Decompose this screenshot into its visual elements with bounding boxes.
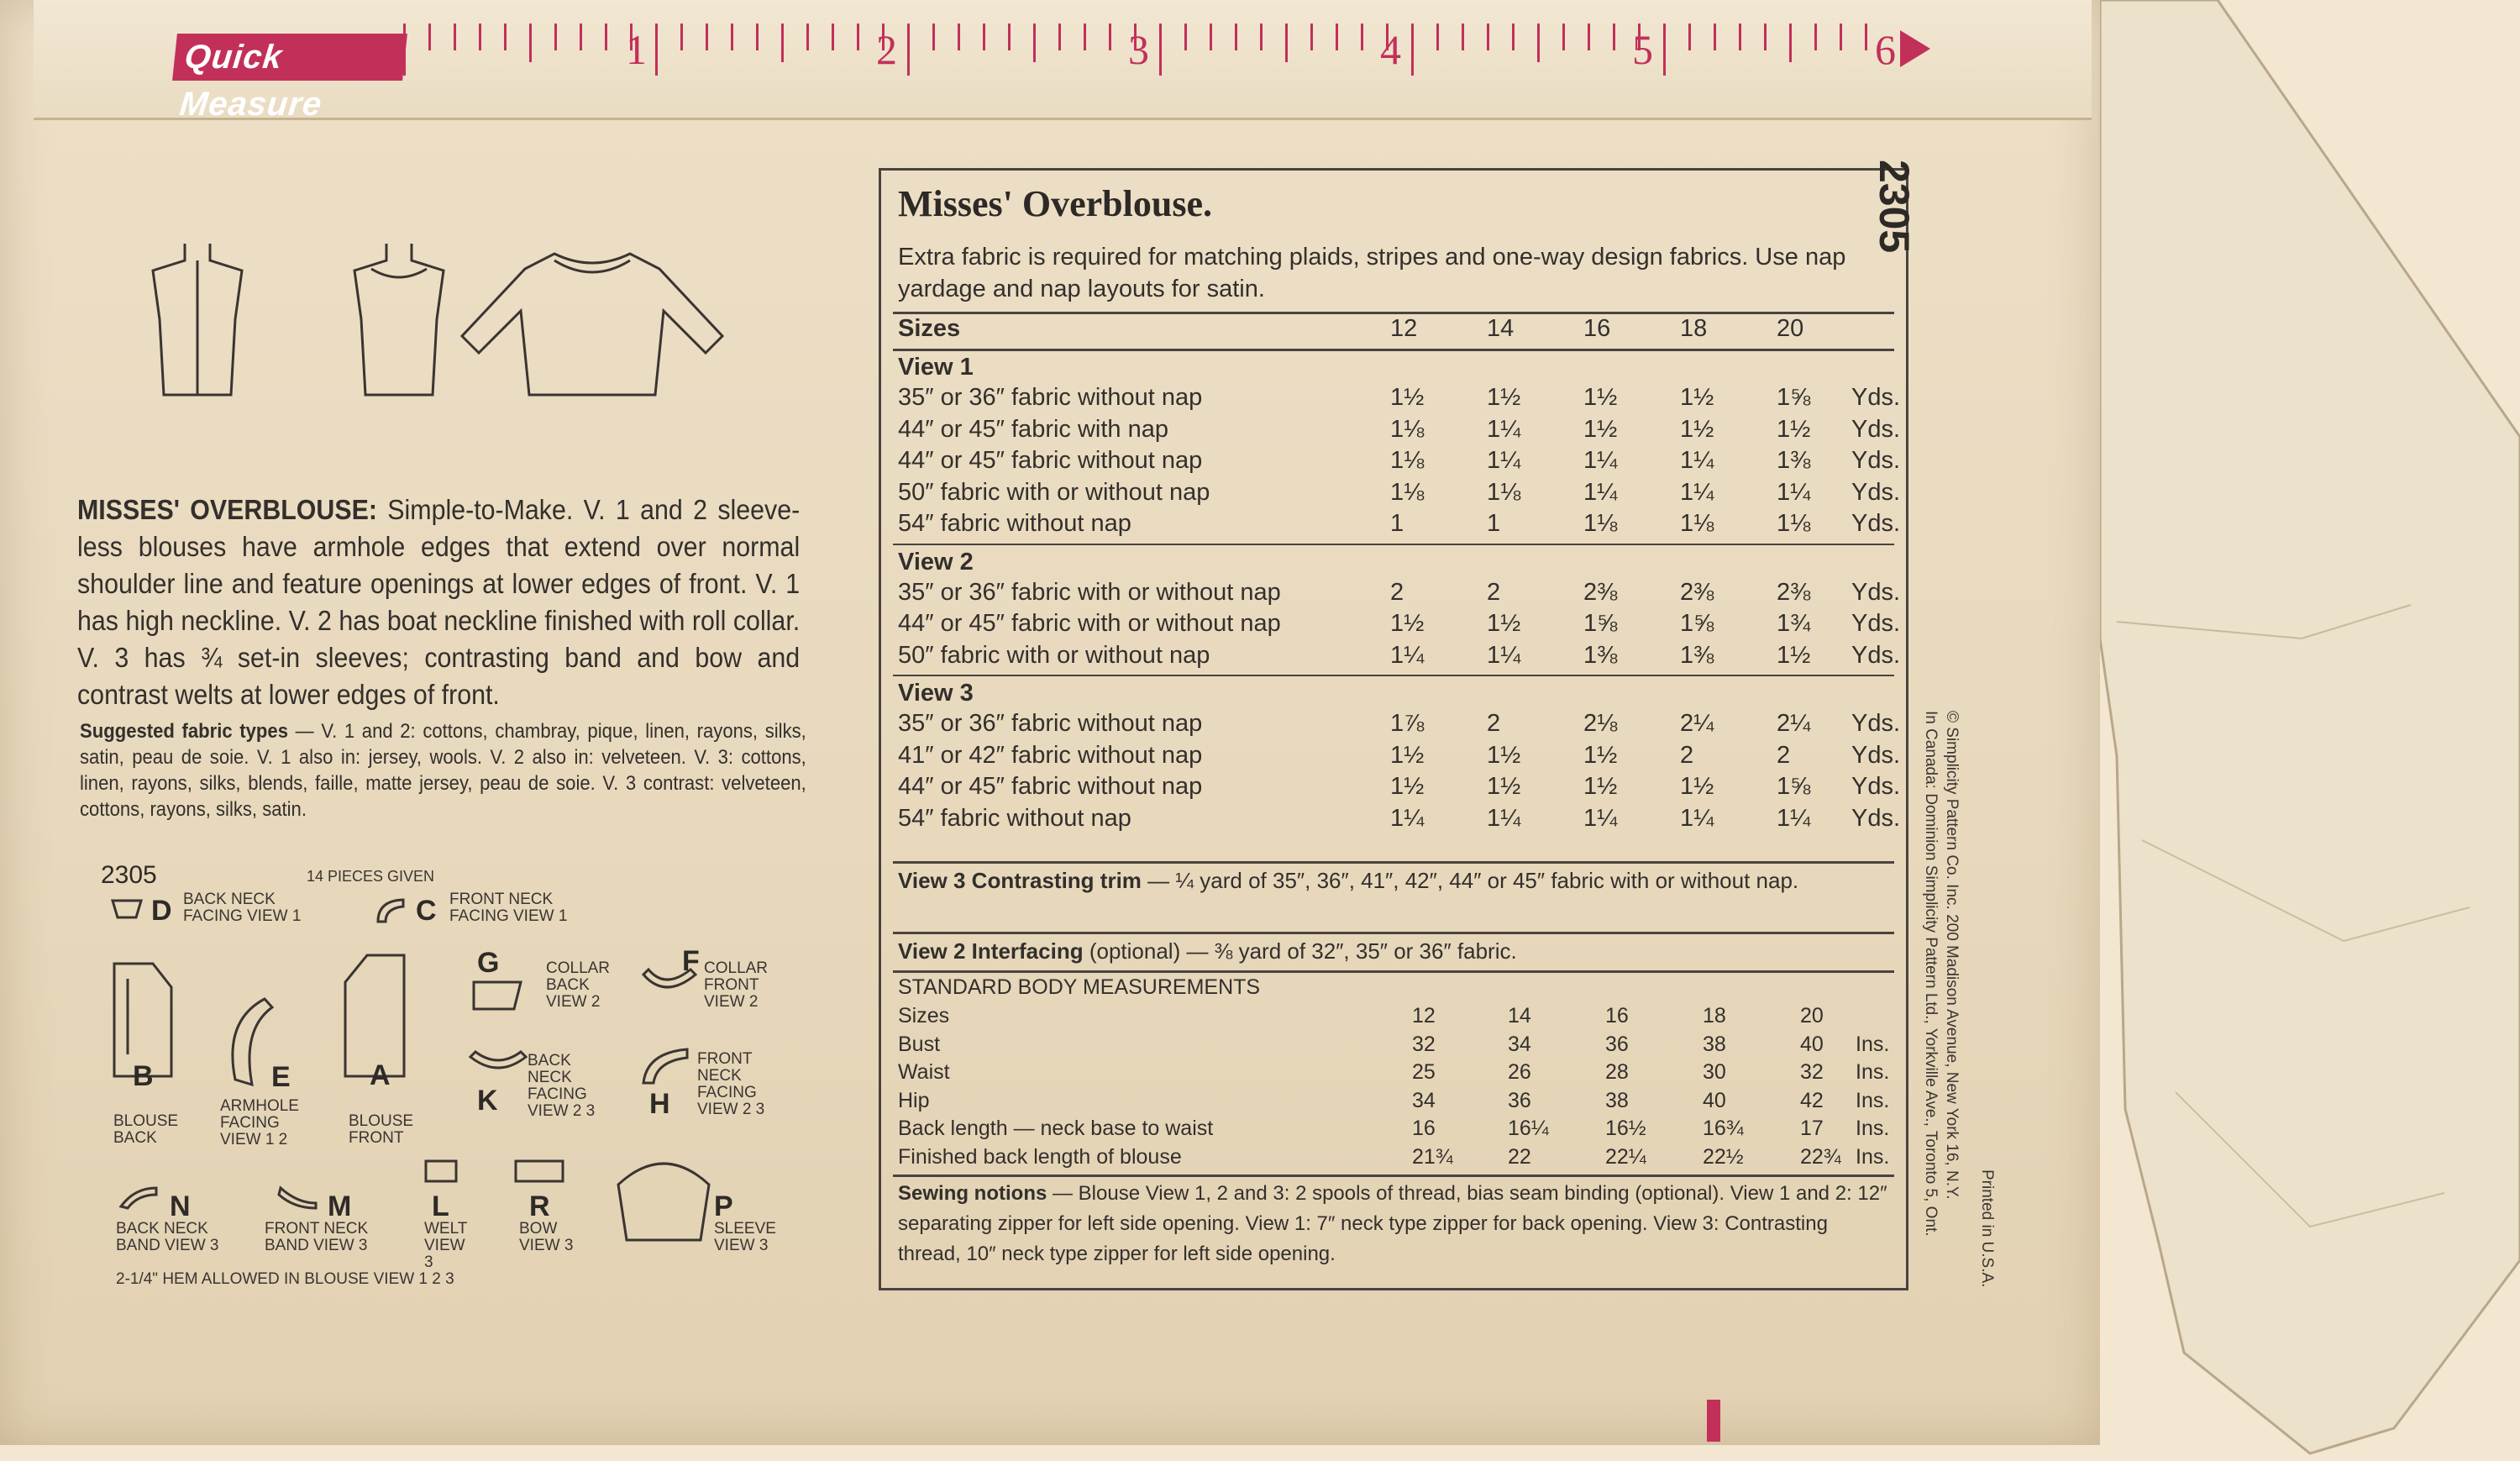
fabric-width-label: 44″ or 45″ fabric without nap [898, 773, 1203, 800]
view-sketches [134, 235, 773, 403]
piece-label: WELT VIEW 3 [424, 1220, 468, 1271]
piece-label: COLLAR BACK VIEW 2 [546, 959, 611, 1011]
notions-text: — Blouse View 1, 2 and 3: 2 spools of thread, bias seam binding (optional). View 1 and 2: 12″ separating zipper for left side opening. View 1: 7″ neck type zipper for back opening. View 3: Contrasting thread, 10″ neck type zipper for left side opening. [898, 1182, 1887, 1265]
piece-letter: K [477, 1085, 498, 1117]
ruler-tick [1336, 24, 1338, 50]
ruler-tick [806, 24, 809, 50]
measurement-cell: 18 [1703, 1004, 1726, 1027]
ruler-tick [1033, 24, 1036, 62]
piece-label: FRONT NECK FACING VIEW 1 [449, 891, 568, 925]
piece-label: COLLAR FRONT VIEW 2 [704, 959, 769, 1011]
ruler-tick [1537, 24, 1540, 62]
yardage-cell: 1⅛ [1390, 415, 1425, 443]
piece-e-icon [218, 996, 277, 1088]
ruler-tick [1109, 24, 1111, 50]
ruler-tick [1260, 24, 1263, 50]
notions-title: Sewing notions [898, 1182, 1047, 1205]
yardage-table [879, 168, 1908, 1290]
fabric-width-label: 44″ or 45″ fabric with nap [898, 415, 1168, 443]
piece-letter: A [370, 1059, 391, 1091]
measurement-cell: 34 [1412, 1088, 1436, 1112]
measurement-cell: 20 [1800, 1004, 1824, 1027]
ruler-tick [857, 24, 859, 50]
yardage-cell: 1⅛ [1583, 510, 1618, 537]
measurement-label: Sizes [898, 1004, 950, 1027]
ruler-tick [454, 24, 456, 50]
ruler-tick [504, 24, 507, 50]
yardage-cell: 2⅛ [1583, 710, 1618, 737]
yardage-cell: 2⅜ [1680, 578, 1714, 606]
ruler-tick [1285, 24, 1288, 62]
side-pattern-number: 2305 [1871, 160, 1918, 254]
ruler-tick [1462, 24, 1464, 50]
yardage-cell: 1⅜ [1680, 641, 1714, 669]
ruler-tick [605, 24, 607, 50]
yardage-cell: 1¼ [1487, 447, 1521, 474]
ruler-tick [1184, 24, 1187, 50]
yardage-cell: 1½ [1680, 773, 1714, 800]
piece-letter: M [328, 1190, 352, 1222]
fabric-width-label: 50″ fabric with or without nap [898, 478, 1210, 506]
ruler-tick [403, 24, 406, 76]
unit-yds: Yds. [1851, 510, 1901, 537]
ruler-number: 5 [1632, 26, 1653, 73]
measurement-cell: 34 [1508, 1032, 1531, 1056]
ruler-tick [1789, 24, 1792, 62]
fabric-width-label: 35″ or 36″ fabric without nap [898, 710, 1203, 737]
ruler-tick [1714, 24, 1716, 50]
torn-flap [2092, 0, 2520, 1461]
yardage-cell: 1⅝ [1777, 773, 1811, 800]
ruler-tick [907, 24, 910, 76]
ruler-tick [932, 24, 935, 50]
ruler-tick [479, 24, 481, 50]
ruler-tick [1159, 24, 1162, 76]
piece-letter: F [682, 945, 700, 977]
unit-ins: Ins. [1856, 1032, 1890, 1056]
ruler-tick [554, 24, 557, 50]
fabric-text: — V. 1 and 2: cottons, chambray, pique, linen, rayons, silks, satin, peau de soie. V. 1 also in: jersey, wools. V. 2 also in: velveteen. V. 3: cottons, linen, rayons, silks, blends, faille, matte jersey, peau de soie. V. 3 contrast: velveteen, cottons, rayons, silks, satin. [80, 720, 806, 821]
yardage-cell: 1¼ [1777, 478, 1811, 506]
description-text: Simple-to-Make. V. 1 and 2 sleeve-less blouses have armhole edges that extend over normal shoulder line and feature openings at lower edges of front. V. 1 has high neckline. V. 2 has boat neckline finished with roll collar. V. 3 has ¾ set-in sleeves; contrasting band and bow and contrast welts at lower edges of front. [77, 494, 801, 710]
view2-sketch [354, 244, 444, 395]
fabric-width-label: 54″ fabric without nap [898, 510, 1131, 537]
ruler-tick [1663, 24, 1666, 76]
yardage-cell: 1¼ [1680, 478, 1714, 506]
side-copyright [1920, 711, 1962, 1383]
unit-ins: Ins. [1856, 1144, 1890, 1169]
piece-letter: H [649, 1088, 670, 1120]
piece-l-icon [424, 1159, 458, 1183]
ruler-number: 3 [1128, 26, 1149, 73]
piece-label: BACK NECK BAND VIEW 3 [116, 1220, 219, 1254]
yardage-cell: 1⅝ [1583, 610, 1618, 637]
yardage-cell: 1¼ [1487, 641, 1521, 669]
piece-g-icon [472, 979, 522, 1012]
unit-yds: Yds. [1851, 578, 1901, 606]
yardage-cell: 1½ [1777, 415, 1811, 443]
yardage-cell: 2 [1390, 578, 1404, 606]
yardage-cell: 1⅜ [1777, 447, 1811, 474]
piece-c-icon [374, 896, 407, 925]
ruler-arrow-icon [1900, 30, 1930, 67]
measurement-cell: 22¾ [1800, 1144, 1841, 1169]
pattern-pieces [76, 861, 832, 1298]
ruler-tick [756, 24, 759, 50]
measurements-title: STANDARD BODY MEASUREMENTS [898, 975, 1261, 999]
ruler-tick [529, 24, 532, 62]
yardage-cell: 1⅛ [1390, 478, 1425, 506]
ruler-tick [1865, 24, 1867, 50]
yardage-cell: 1¼ [1777, 804, 1811, 832]
ruler-tick [1310, 24, 1313, 50]
measurement-cell: 38 [1605, 1088, 1629, 1112]
measurement-cell: 16½ [1605, 1117, 1646, 1140]
ruler-tick [1562, 24, 1565, 50]
measurement-cell: 12 [1412, 1004, 1436, 1027]
unit-yds: Yds. [1851, 384, 1901, 411]
yardage-cell: 1½ [1583, 384, 1618, 411]
printed-in: Printed in U.S.A. [1978, 1169, 1996, 1288]
unit-yds: Yds. [1851, 710, 1901, 737]
yardage-cell: 2⅜ [1777, 578, 1811, 606]
ruler-tick [680, 24, 683, 50]
yardage-cell: 1¼ [1680, 804, 1714, 832]
measurement-cell: 16 [1605, 1004, 1629, 1027]
yardage-cell: 1½ [1777, 641, 1811, 669]
ruler-tick [1084, 24, 1086, 50]
measurement-cell: 22½ [1703, 1144, 1744, 1169]
piece-label: FRONT NECK FACING VIEW 2 3 [697, 1050, 765, 1118]
yardage-cell: 1½ [1487, 741, 1521, 769]
measurement-cell: 16 [1412, 1117, 1436, 1140]
yardage-cell: 1½ [1390, 741, 1425, 769]
ruler-tick [706, 24, 708, 50]
piece-label: BLOUSE BACK [113, 1112, 179, 1147]
pieces-given: 14 PIECES GIVEN [307, 868, 435, 885]
yardage-cell: 1½ [1487, 610, 1521, 637]
yardage-cell: 2 [1777, 741, 1791, 769]
unit-ins: Ins. [1856, 1088, 1890, 1112]
piece-label: BLOUSE FRONT [349, 1112, 414, 1147]
piece-letter: L [432, 1190, 449, 1222]
piece-letter: B [133, 1060, 154, 1092]
measurement-label: Finished back length of blouse [898, 1144, 1182, 1169]
yardage-cell: 1½ [1680, 415, 1714, 443]
ruler-tick [1588, 24, 1590, 50]
yardage-cell: 1½ [1487, 384, 1521, 411]
yardage-cell: 1½ [1390, 773, 1425, 800]
measurement-label: Waist [898, 1060, 950, 1084]
yardage-cell: 1⅜ [1583, 641, 1618, 669]
measurement-cell: 30 [1703, 1060, 1726, 1084]
fabric-suggestions [80, 718, 806, 822]
yardage-cell: 2¼ [1777, 710, 1811, 737]
ruler-tick [1613, 24, 1615, 50]
interfacing-note [898, 935, 1889, 967]
piece-label: BOW VIEW 3 [519, 1220, 574, 1254]
ruler-tick [1739, 24, 1741, 50]
unit-yds: Yds. [1851, 447, 1901, 474]
yardage-cell: 1¼ [1390, 641, 1425, 669]
yardage-cell: 1⅛ [1390, 447, 1425, 474]
fabric-width-label: 35″ or 36″ fabric with or without nap [898, 578, 1281, 606]
ruler-tick [731, 24, 733, 50]
yardage-cell: 1¼ [1487, 415, 1521, 443]
unit-yds: Yds. [1851, 415, 1901, 443]
hem-note: 2-1/4" HEM ALLOWED IN BLOUSE VIEW 1 2 3 [116, 1270, 454, 1288]
fabric-label: Suggested fabric types [80, 720, 288, 743]
ruler-tick [832, 24, 834, 50]
measurement-cell: 36 [1605, 1032, 1629, 1056]
interfacing-text: (optional) — ⅜ yard of 32″, 35″ or 36″ fabric. [1089, 938, 1517, 964]
yardage-cell: 1¼ [1487, 804, 1521, 832]
measurement-label: Bust [898, 1032, 941, 1056]
ruler-tick [580, 24, 582, 50]
unit-ins: Ins. [1856, 1117, 1890, 1140]
size-cell: 14 [1487, 315, 1515, 342]
yardage-cell: 1½ [1583, 773, 1618, 800]
yardage-cell: 1¼ [1583, 478, 1618, 506]
piece-letter: N [170, 1190, 191, 1222]
pattern-number: 2305 [101, 861, 157, 889]
yardage-cell: 1½ [1390, 610, 1425, 637]
view-heading: View 2 [898, 548, 974, 575]
ruler-number: 4 [1380, 26, 1401, 73]
ruler-tick [655, 24, 658, 76]
yardage-cell: 1 [1487, 510, 1501, 537]
ruler-tick [958, 24, 960, 50]
size-cell: 16 [1583, 315, 1611, 342]
yardage-cell: 1½ [1583, 741, 1618, 769]
ruler-tick [1814, 24, 1817, 50]
fabric-width-label: 50″ fabric with or without nap [898, 641, 1210, 669]
measurement-cell: 40 [1703, 1088, 1726, 1112]
yardage-cell: 1½ [1680, 384, 1714, 411]
piece-n-icon [118, 1185, 160, 1210]
piece-letter: D [151, 895, 172, 927]
piece-letter: C [416, 895, 437, 927]
piece-d-icon [111, 896, 144, 922]
yardage-cell: 1¼ [1390, 804, 1425, 832]
description-title: MISSES' OVERBLOUSE: [77, 494, 377, 525]
contrasting-trim-note [898, 865, 1889, 896]
yardage-cell: 1 [1390, 510, 1404, 537]
ruler-tick [1764, 24, 1767, 50]
copyright-line: © Simplicity Pattern Co. Inc. 200 Madison Avenue, New York 16, N.Y. [1943, 711, 1961, 1200]
table-title: Misses' Overblouse. [898, 183, 1212, 224]
piece-label: SLEEVE VIEW 3 [714, 1220, 776, 1254]
ruler-number: 2 [876, 26, 897, 73]
ruler-tick [1436, 24, 1439, 50]
measurement-label: Back length — neck base to waist [898, 1117, 1214, 1140]
measurement-cell: 17 [1800, 1117, 1824, 1140]
piece-letter: R [529, 1190, 550, 1222]
unit-yds: Yds. [1851, 610, 1901, 637]
piece-label: ARMHOLE FACING VIEW 1 2 [220, 1097, 299, 1148]
view3-sketch [462, 254, 722, 395]
yardage-cell: 1¼ [1583, 804, 1618, 832]
measurement-cell: 25 [1412, 1060, 1436, 1084]
table-intro: Extra fabric is required for matching plaids, stripes and one-way design fabrics. Use nap yardage and nap layouts for satin. [898, 244, 1846, 302]
ruler-tick [1210, 24, 1212, 50]
ruler-tick [1058, 24, 1061, 50]
yardage-cell: 1½ [1390, 384, 1425, 411]
ruler-tick [781, 24, 784, 62]
yardage-cell: 1⅛ [1777, 510, 1811, 537]
ruler-tick [1411, 24, 1414, 76]
description-block [77, 491, 800, 713]
measurement-cell: 22¼ [1605, 1144, 1646, 1169]
ruler-tick [1008, 24, 1011, 50]
view-heading: View 3 [898, 680, 974, 707]
unit-ins: Ins. [1856, 1060, 1890, 1084]
measurement-cell: 32 [1412, 1032, 1436, 1056]
yardage-cell: 2⅜ [1583, 578, 1618, 606]
piece-label: BACK NECK FACING VIEW 2 3 [528, 1052, 596, 1120]
yardage-cell: 1⅝ [1680, 610, 1714, 637]
canada-line: In Canada: Dominion Simplicity Pattern Ltd., Yorkville Ave., Toronto 5, Ont. [1922, 711, 1940, 1237]
fabric-width-label: 41″ or 42″ fabric without nap [898, 741, 1203, 769]
view-heading: View 1 [898, 354, 974, 381]
yardage-cell: 1⅞ [1390, 710, 1425, 737]
measurement-cell: 38 [1703, 1032, 1726, 1056]
pink-mark [1707, 1400, 1720, 1442]
measurement-cell: 21¾ [1412, 1144, 1453, 1169]
fabric-width-label: 44″ or 45″ fabric with or without nap [898, 610, 1281, 637]
yardage-cell: 1⅝ [1777, 384, 1811, 411]
unit-yds: Yds. [1851, 641, 1901, 669]
ruler-tick [1688, 24, 1691, 50]
yardage-cell: 1¼ [1583, 447, 1618, 474]
unit-yds: Yds. [1851, 804, 1901, 832]
yardage-cell: 2 [1487, 710, 1501, 737]
ruler-tick [1487, 24, 1489, 50]
measurement-cell: 42 [1800, 1088, 1824, 1112]
piece-label: FRONT NECK BAND VIEW 3 [265, 1220, 369, 1254]
piece-p-icon [613, 1151, 714, 1243]
yardage-cell: 2 [1487, 578, 1501, 606]
ruler-tick [983, 24, 985, 50]
measurement-cell: 36 [1508, 1088, 1531, 1112]
ruler-tick [428, 24, 431, 50]
measurement-cell: 28 [1605, 1060, 1629, 1084]
measurement-cell: 22 [1508, 1144, 1531, 1169]
ruler-tick [1512, 24, 1515, 50]
sizes-label: Sizes [898, 315, 961, 342]
unit-yds: Yds. [1851, 478, 1901, 506]
ruler-tick [1235, 24, 1237, 50]
measurement-cell: 14 [1508, 1004, 1531, 1027]
size-cell: 18 [1680, 315, 1708, 342]
measurement-cell: 40 [1800, 1032, 1824, 1056]
ruler-number: 1 [626, 26, 647, 73]
fabric-width-label: 44″ or 45″ fabric without nap [898, 447, 1203, 474]
piece-k-icon [469, 1050, 528, 1084]
piece-h-icon [640, 1046, 690, 1088]
measurement-label: Hip [898, 1088, 930, 1112]
ruler-number: 6 [1875, 26, 1896, 73]
yardage-cell: 1⅛ [1487, 478, 1521, 506]
quick-measure-label: Quick Measure [172, 34, 407, 81]
measurement-cell: 26 [1508, 1060, 1531, 1084]
measurement-cell: 16¾ [1703, 1117, 1744, 1140]
unit-yds: Yds. [1851, 741, 1901, 769]
ruler-tick [1840, 24, 1842, 50]
measurement-cell: 16¼ [1508, 1117, 1549, 1140]
fabric-width-label: 35″ or 36″ fabric without nap [898, 384, 1203, 411]
size-cell: 20 [1777, 315, 1804, 342]
contrast-text: — ¼ yard of 35″, 36″, 41″, 42″, 44″ or 45″ fabric with or without nap. [1147, 868, 1799, 893]
sewing-notions [898, 1179, 1889, 1269]
yardage-cell: 1½ [1583, 415, 1618, 443]
yardage-cell: 2 [1680, 741, 1694, 769]
unit-yds: Yds. [1851, 773, 1901, 800]
piece-r-icon [514, 1159, 564, 1183]
fabric-width-label: 54″ fabric without nap [898, 804, 1131, 832]
yardage-cell: 1¾ [1777, 610, 1811, 637]
piece-m-icon [277, 1185, 319, 1210]
piece-letter: G [477, 947, 500, 979]
yardage-cell: 1¼ [1680, 447, 1714, 474]
piece-letter: E [271, 1061, 291, 1093]
measurement-cell: 32 [1800, 1060, 1824, 1084]
size-cell: 12 [1390, 315, 1418, 342]
contrast-title: View 3 Contrasting trim [898, 868, 1142, 893]
ruler-tick [1361, 24, 1363, 50]
piece-letter: P [714, 1190, 733, 1222]
yardage-cell: 2¼ [1680, 710, 1714, 737]
yardage-cell: 1⅛ [1680, 510, 1714, 537]
interfacing-title: View 2 Interfacing [898, 938, 1084, 964]
yardage-cell: 1½ [1487, 773, 1521, 800]
piece-label: BACK NECK FACING VIEW 1 [183, 891, 302, 925]
